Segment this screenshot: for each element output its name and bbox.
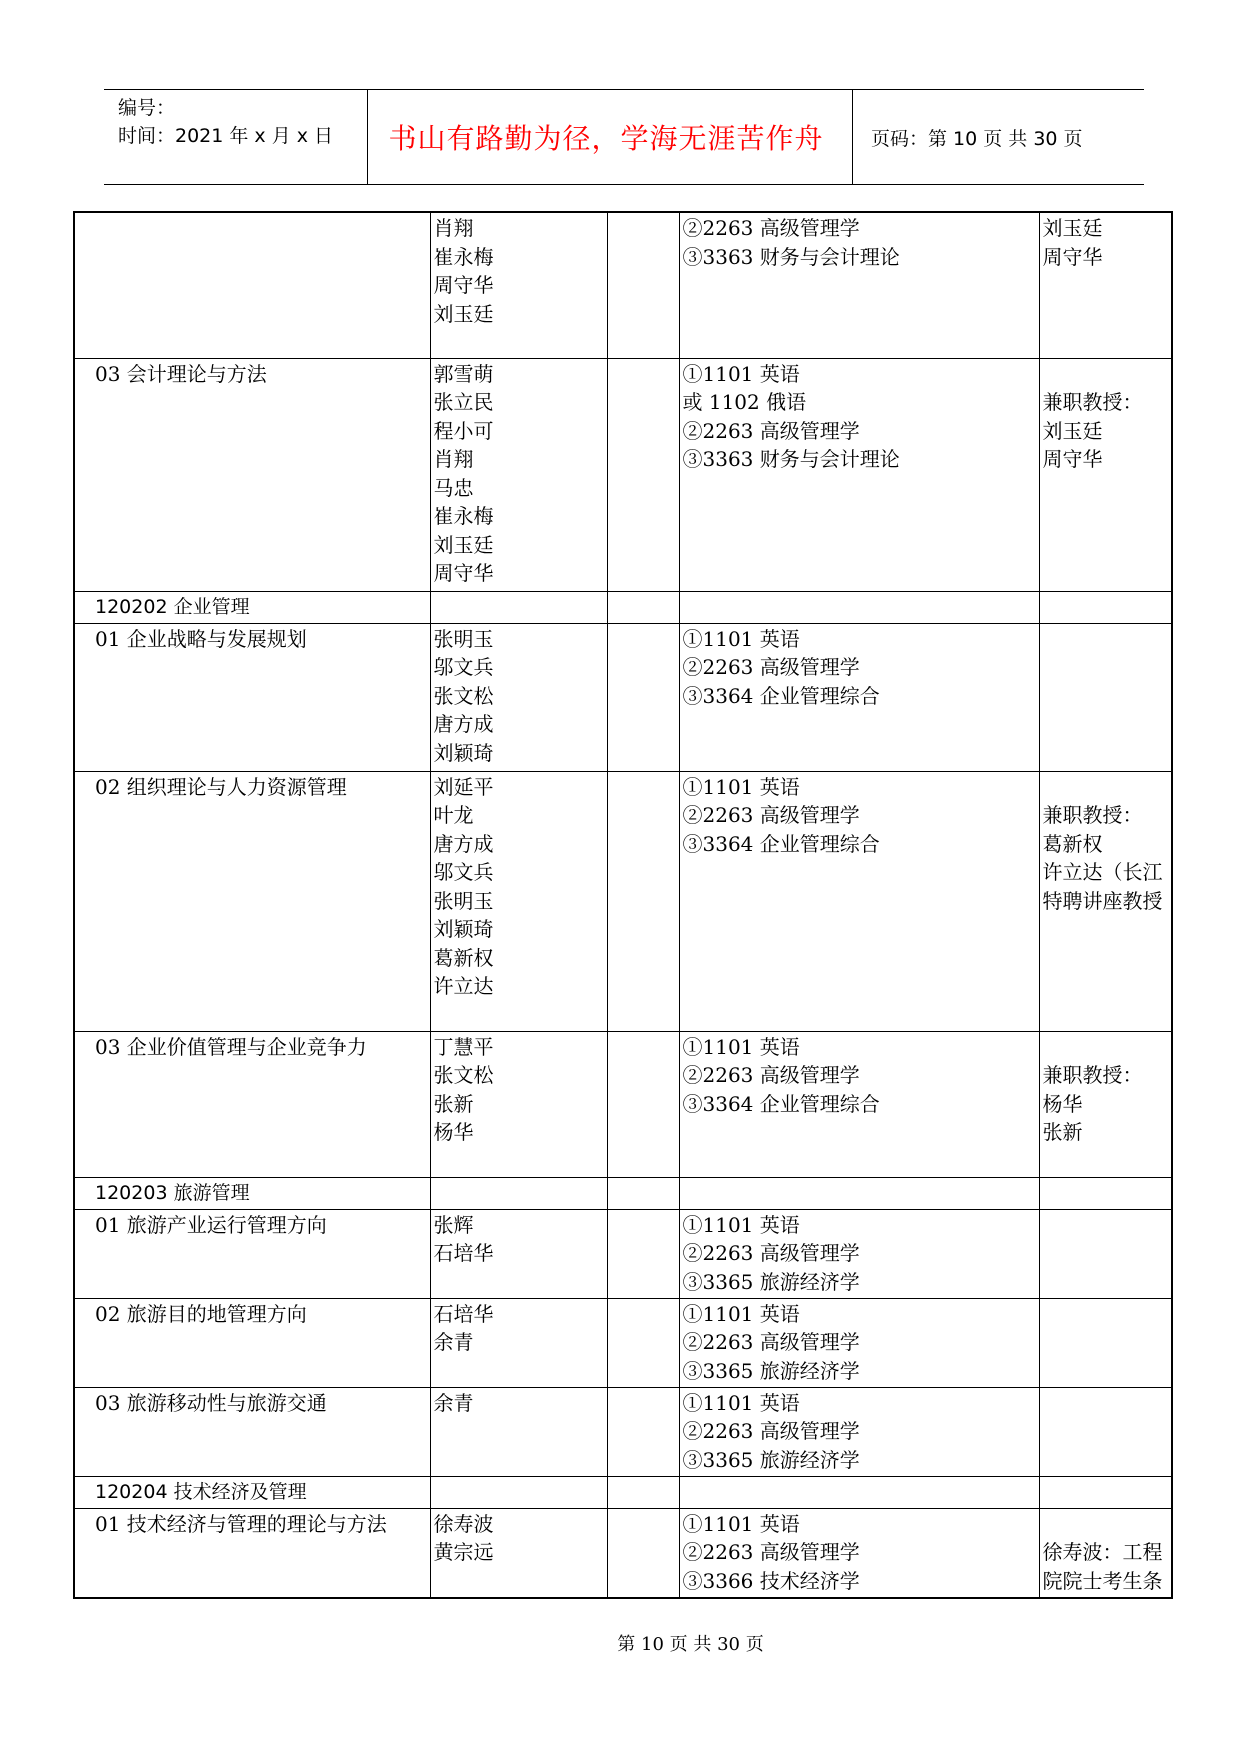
- table-row: [74, 1209, 1172, 1298]
- exam-subject: ③3363 财务与会计理论: [682, 244, 900, 269]
- advisor-name: 唐方成: [433, 831, 494, 856]
- exam-subjects-cell: [679, 358, 1039, 591]
- exam-subjects-cell: [679, 1031, 1039, 1177]
- advisors-cell: [430, 212, 607, 358]
- advisor-name: 张明玉: [433, 626, 494, 651]
- table-row: [74, 623, 1172, 771]
- advisors-cell: [430, 1209, 607, 1298]
- exam-subjects-cell: [679, 1387, 1039, 1476]
- note-line: 刘玉廷: [1042, 418, 1103, 443]
- table-row: [74, 1031, 1172, 1177]
- exam-subject: ①1101 英语: [682, 1390, 800, 1415]
- exam-subject: ③3364 企业管理综合: [682, 831, 880, 856]
- note-line: 周守华: [1042, 447, 1103, 471]
- advisors-cell: [430, 1031, 607, 1177]
- research-direction-cell: 01 旅游产业运行管理方向: [74, 1209, 430, 1298]
- empty-cell: [430, 591, 607, 623]
- advisor-name: 许立达: [433, 974, 494, 998]
- exam-subject: ③3364 企业管理综合: [682, 1091, 880, 1116]
- header-page-number: 页码：第 10 页 共 30 页: [871, 127, 1083, 150]
- note-line: 许立达（长江: [1042, 860, 1163, 884]
- advisor-name: 葛新权: [433, 945, 494, 970]
- empty-cell: [430, 1177, 607, 1209]
- exam-subject: ①1101 英语: [682, 1301, 800, 1326]
- section-title: 120204 技术经济及管理: [74, 1476, 430, 1508]
- spacer: [1043, 360, 1170, 389]
- note-line: 徐寿波：工程: [1042, 1540, 1163, 1564]
- empty-cell: [607, 1387, 679, 1476]
- page-footer: 第 10 页 共 30 页: [617, 1634, 764, 1655]
- section-title: 120202 企业管理: [74, 591, 430, 623]
- header-divider: [367, 90, 368, 184]
- advisors-cell: [430, 1298, 607, 1387]
- empty-cell: [430, 1476, 607, 1508]
- empty-cell: [1039, 1476, 1172, 1508]
- table-row: [74, 1387, 1172, 1476]
- advisor-name: 崔永梅: [433, 504, 494, 528]
- document-number-label: 编号：: [118, 97, 176, 119]
- exam-subject: ②2263 高级管理学: [682, 216, 860, 240]
- advisor-name: 余青: [433, 1330, 474, 1354]
- empty-cell: [607, 1209, 679, 1298]
- header-motto: 书山有路勤为径，学海无涯苦作舟: [388, 122, 824, 155]
- exam-subject: ②2263 高级管理学: [682, 1063, 860, 1087]
- exam-subject: ①1101 英语: [682, 1034, 800, 1059]
- advisors-cell: [430, 1508, 607, 1598]
- exam-subjects-cell: [679, 212, 1039, 358]
- exam-subject: ②2263 高级管理学: [682, 418, 860, 443]
- advisor-name: 黄宗远: [433, 1540, 494, 1564]
- research-direction-cell: 03 会计理论与方法: [74, 358, 430, 591]
- exam-subject: ③3363 财务与会计理论: [682, 447, 900, 471]
- section-title: 120203 旅游管理: [74, 1177, 430, 1209]
- exam-subject: ③3366 技术经济学: [682, 1568, 860, 1593]
- advisor-name: 杨华: [433, 1120, 474, 1144]
- notes-cell: [1039, 1387, 1172, 1476]
- section-row: [74, 591, 1172, 623]
- advisor-name: 徐寿波: [433, 1511, 494, 1536]
- exam-subject: ③3364 企业管理综合: [682, 683, 880, 708]
- note-line: 刘玉廷: [1042, 216, 1103, 240]
- advisor-name: 石培华: [433, 1241, 494, 1265]
- exam-subject: ③3365 旅游经济学: [682, 1269, 860, 1294]
- exam-subject: ②2263 高级管理学: [682, 1241, 860, 1265]
- empty-cell: [607, 1031, 679, 1177]
- empty-cell: [607, 771, 679, 1031]
- exam-subject: 或 1102 俄语: [682, 390, 807, 414]
- empty-cell: [607, 1298, 679, 1387]
- advisor-name: 刘颖琦: [433, 917, 494, 941]
- advisors-cell: [430, 1387, 607, 1476]
- advisor-name: 崔永梅: [433, 244, 494, 269]
- empty-cell: [607, 1476, 679, 1508]
- note-line: 特聘讲座教授: [1042, 888, 1163, 913]
- advisor-name: 石培华: [433, 1301, 494, 1326]
- exam-subject: ②2263 高级管理学: [682, 1419, 860, 1443]
- advisor-name: 肖翔: [433, 216, 474, 240]
- research-direction-cell: 02 组织理论与人力资源管理: [74, 771, 430, 1031]
- document-time-label: 时间：2021 年 x 月 x 日: [118, 125, 334, 147]
- advisor-name: 马忠: [433, 475, 474, 500]
- advisor-name: 余青: [433, 1390, 474, 1415]
- empty-cell: [607, 212, 679, 358]
- advisor-name: 张立民: [433, 390, 494, 414]
- research-direction-cell: 01 企业战略与发展规划: [74, 623, 430, 771]
- note-line: 院院士考生条: [1042, 1568, 1163, 1593]
- research-direction-cell: 03 旅游移动性与旅游交通: [74, 1387, 430, 1476]
- empty-cell: [607, 1508, 679, 1598]
- notes-cell: [1039, 1298, 1172, 1387]
- exam-subject: ②2263 高级管理学: [682, 655, 860, 679]
- notes-cell: [1039, 771, 1172, 1031]
- exam-subject: ①1101 英语: [682, 626, 800, 651]
- notes-cell: [1039, 212, 1172, 358]
- table-row: [74, 771, 1172, 1031]
- empty-cell: [607, 591, 679, 623]
- exam-subjects-cell: [679, 1209, 1039, 1298]
- empty-cell: [607, 1177, 679, 1209]
- table-row: [74, 358, 1172, 591]
- advisor-name: 叶龙: [433, 803, 474, 827]
- advisor-name: 郭雪萌: [433, 361, 494, 386]
- note-line: 兼职教授：: [1042, 390, 1143, 414]
- advisor-name: 邬文兵: [433, 655, 494, 679]
- table-row: [74, 1298, 1172, 1387]
- research-direction-cell: 02 旅游目的地管理方向: [74, 1298, 430, 1387]
- spacer: [1043, 773, 1170, 802]
- advisor-name: 刘延平: [433, 774, 494, 799]
- advisor-name: 唐方成: [433, 712, 494, 736]
- exam-subjects-cell: [679, 623, 1039, 771]
- advisor-name: 周守华: [433, 561, 494, 585]
- note-line: 葛新权: [1042, 831, 1103, 856]
- empty-cell: [679, 591, 1039, 623]
- section-row: [74, 1476, 1172, 1508]
- program-table: [73, 211, 1173, 1599]
- advisor-name: 张新: [433, 1091, 474, 1116]
- page-header: [104, 89, 1144, 185]
- exam-subject: ②2263 高级管理学: [682, 803, 860, 827]
- exam-subjects-cell: [679, 1298, 1039, 1387]
- advisors-cell: [430, 623, 607, 771]
- research-direction-cell: 01 技术经济与管理的理论与方法: [74, 1508, 430, 1598]
- research-direction-cell: 03 企业价值管理与企业竞争力: [74, 1031, 430, 1177]
- empty-cell: [1039, 591, 1172, 623]
- exam-subjects-cell: [679, 771, 1039, 1031]
- notes-cell: [1039, 1209, 1172, 1298]
- advisor-name: 程小可: [433, 418, 494, 443]
- advisors-cell: [430, 358, 607, 591]
- header-divider: [852, 90, 853, 184]
- advisor-name: 张文松: [433, 1063, 494, 1087]
- spacer: [1043, 1033, 1170, 1062]
- advisor-name: 刘玉廷: [433, 301, 494, 326]
- note-line: 张新: [1042, 1120, 1083, 1144]
- empty-cell: [607, 358, 679, 591]
- advisor-name: 刘玉廷: [433, 532, 494, 557]
- table-row: [74, 1508, 1172, 1598]
- advisor-name: 周守华: [433, 273, 494, 297]
- notes-cell: [1039, 1508, 1172, 1598]
- spacer: [1043, 1510, 1170, 1539]
- exam-subject: ②2263 高级管理学: [682, 1540, 860, 1564]
- note-line: 兼职教授：: [1042, 803, 1143, 827]
- advisor-name: 肖翔: [433, 447, 474, 471]
- header-meta: [118, 94, 333, 150]
- section-row: [74, 1177, 1172, 1209]
- advisor-name: 邬文兵: [433, 860, 494, 884]
- empty-cell: [1039, 1177, 1172, 1209]
- table-row: [74, 212, 1172, 358]
- empty-cell: [679, 1476, 1039, 1508]
- advisor-name: 张辉: [433, 1212, 474, 1237]
- notes-cell: [1039, 1031, 1172, 1177]
- exam-subject: ③3365 旅游经济学: [682, 1447, 860, 1472]
- advisors-cell: [430, 771, 607, 1031]
- advisor-name: 张文松: [433, 683, 494, 708]
- research-direction-cell: [74, 212, 430, 358]
- advisor-name: 张明玉: [433, 888, 494, 913]
- exam-subject: ②2263 高级管理学: [682, 1330, 860, 1354]
- exam-subject: ③3365 旅游经济学: [682, 1358, 860, 1383]
- advisor-name: 刘颖琦: [433, 740, 494, 765]
- exam-subjects-cell: [679, 1508, 1039, 1598]
- empty-cell: [607, 623, 679, 771]
- exam-subject: ①1101 英语: [682, 1212, 800, 1237]
- note-line: 兼职教授：: [1042, 1063, 1143, 1087]
- note-line: 杨华: [1042, 1091, 1083, 1116]
- exam-subject: ①1101 英语: [682, 361, 800, 386]
- note-line: 周守华: [1042, 244, 1103, 269]
- notes-cell: [1039, 623, 1172, 771]
- notes-cell: [1039, 358, 1172, 591]
- empty-cell: [679, 1177, 1039, 1209]
- exam-subject: ①1101 英语: [682, 774, 800, 799]
- advisor-name: 丁慧平: [433, 1034, 494, 1059]
- exam-subject: ①1101 英语: [682, 1511, 800, 1536]
